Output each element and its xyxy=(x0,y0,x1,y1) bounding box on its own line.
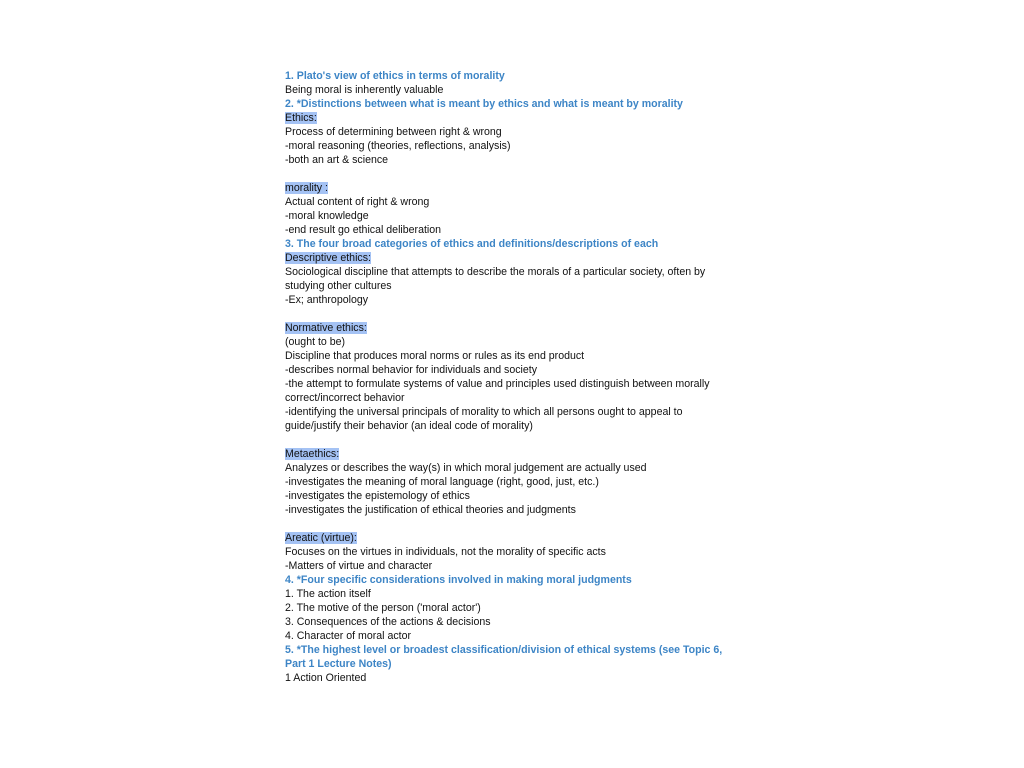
body-text: 4. Character of moral actor xyxy=(285,630,411,642)
blank-line xyxy=(285,433,735,447)
body-text: -describes normal behavior for individuals and society xyxy=(285,364,538,376)
body-text: Actual content of right & wrong xyxy=(285,196,430,208)
term-label xyxy=(285,111,735,125)
term-label xyxy=(285,181,735,195)
body-text: Process of determining between right & wrong xyxy=(285,126,502,138)
body-text: -the attempt to formulate systems of value and principles used distinguish between morally correct/incorrect behavior xyxy=(285,378,710,404)
body-text: -Ex; anthropology xyxy=(285,294,369,306)
body-text: Focuses on the virtues in individuals, not the morality of specific acts xyxy=(285,546,606,558)
section-heading: 5. *The highest level or broadest classification/division of ethical systems (see Topic 6, Part 1 Lecture Notes) xyxy=(285,644,723,670)
body-text: Analyzes or describes the way(s) in which moral judgement are actually used xyxy=(285,462,647,474)
section-heading: 4. *Four specific considerations involved in making moral judgments xyxy=(285,574,632,586)
body-text: (ought to be) xyxy=(285,336,346,348)
blank-line xyxy=(285,167,735,181)
section-heading: 3. The four broad categories of ethics and definitions/descriptions of each xyxy=(285,238,659,250)
highlighted-term: Descriptive ethics: xyxy=(285,252,371,264)
body-text: -investigates the epistemology of ethics xyxy=(285,490,470,502)
body-text: 2. The motive of the person ('moral actor') xyxy=(285,602,481,614)
highlighted-term: Metaethics: xyxy=(285,448,340,460)
body-text: Sociological discipline that attempts to describe the morals of a particular society, often by studying other cultures xyxy=(285,266,706,292)
highlighted-term: morality : xyxy=(285,182,328,194)
body-text: -end result go ethical deliberation xyxy=(285,224,442,236)
highlighted-term: Areatic (virtue): xyxy=(285,532,357,544)
body-text: 1 Action Oriented xyxy=(285,672,367,684)
body-text: -Matters of virtue and character xyxy=(285,560,433,572)
body-text: -moral reasoning (theories, reflections, analysis) xyxy=(285,140,511,152)
body-text: -both an art & science xyxy=(285,154,389,166)
blank-line xyxy=(285,307,735,321)
term-label xyxy=(285,251,735,265)
blank-line xyxy=(285,517,735,531)
body-text: -investigates the justification of ethical theories and judgments xyxy=(285,504,576,516)
section-heading: 1. Plato's view of ethics in terms of morality xyxy=(285,70,505,82)
highlighted-term: Ethics: xyxy=(285,112,317,124)
body-text: Being moral is inherently valuable xyxy=(285,84,444,96)
highlighted-term: Normative ethics: xyxy=(285,322,367,334)
term-label xyxy=(285,321,735,335)
body-text: -moral knowledge xyxy=(285,210,369,222)
body-text: Discipline that produces moral norms or rules as its end product xyxy=(285,350,585,362)
term-label xyxy=(285,447,735,461)
body-text: -investigates the meaning of moral language (right, good, just, etc.) xyxy=(285,476,599,488)
term-label xyxy=(285,531,735,545)
document-body xyxy=(285,69,735,685)
body-text: 3. Consequences of the actions & decisions xyxy=(285,616,491,628)
body-text: -identifying the universal principals of morality to which all persons ought to appeal to guide/justify their behavior (an ideal code of morality) xyxy=(285,406,683,432)
section-heading: 2. *Distinctions between what is meant by ethics and what is meant by morality xyxy=(285,98,683,110)
body-text: 1. The action itself xyxy=(285,588,371,600)
